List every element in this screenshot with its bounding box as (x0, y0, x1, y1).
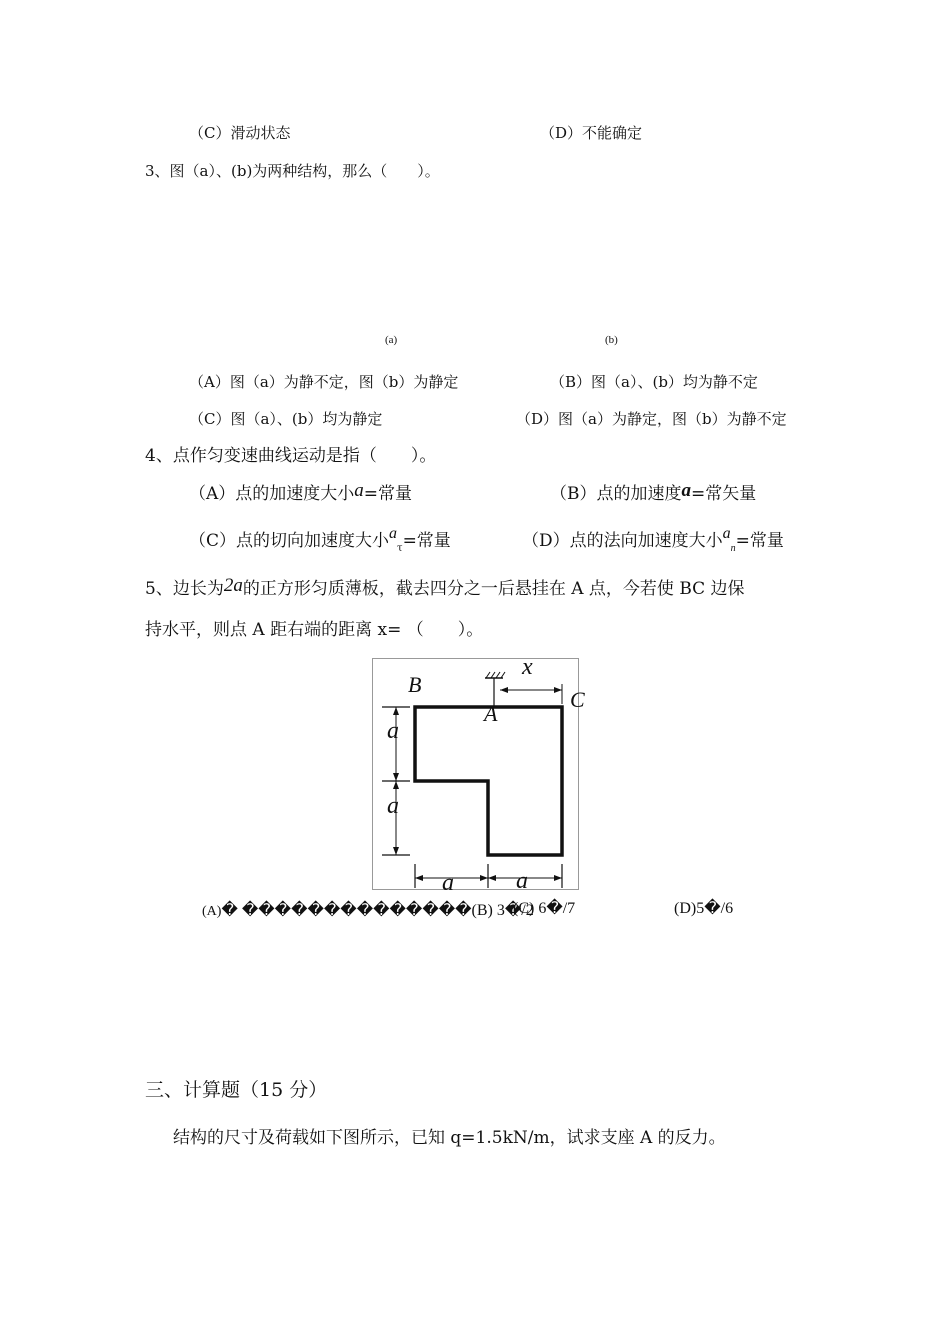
q3-option-a: （A）图（a）为静不定，图（b）为静定 (189, 373, 459, 391)
section-3-problem-text: 结构的尺寸及荷载如下图所示，已知 q=1.5kN/m，试求支座 A 的反力。 (173, 1128, 726, 1148)
q4-option-a-post: =常量 (363, 484, 413, 504)
q5-option-a-b-text: � ��������������(B) 3�/2 (221, 902, 534, 919)
section-3-heading: 三、计算题（15 分） (145, 1079, 328, 1101)
q4-stem: 4、点作匀变速曲线运动是指（ ）。 (145, 446, 437, 466)
q5-options-row (202, 903, 534, 919)
q5-stem-var: 2a (223, 575, 243, 596)
q4-option-a-text: （A）点的加速度大小 (189, 484, 355, 504)
support-hatch (486, 672, 505, 678)
bottom-arrow-1 (415, 875, 423, 881)
label-a-left-2: a (387, 793, 399, 819)
q4-option-d (522, 525, 784, 554)
q3-figure-a-caption: (a) (385, 334, 398, 346)
q4-option-c-sub: τ (397, 543, 403, 554)
q4-option-d-text: （D）点的法向加速度大小 (522, 531, 723, 551)
q4-option-b-text: （B）点的加速度 (550, 484, 682, 504)
label-a-point: A (484, 701, 498, 726)
bottom-arrow-3 (488, 875, 496, 881)
x-arrow-right (554, 687, 562, 693)
label-a-left-1: a (387, 718, 399, 744)
q4-option-c (189, 525, 451, 554)
x-arrow-left (500, 687, 508, 693)
q4-option-a (189, 480, 413, 504)
q4-option-c-var: a (389, 525, 398, 542)
label-a-bottom-1: a (442, 870, 454, 896)
q4-option-d-var: a (722, 525, 731, 542)
q5-option-d: (D)5�/6 (674, 900, 734, 917)
q3-option-d: （D）图（a）为静定，图（b）为静不定 (516, 410, 787, 428)
left-arrow-2 (393, 773, 399, 781)
bottom-arrow-4 (554, 875, 562, 881)
q4-option-c-post: =常量 (402, 531, 451, 551)
q3-figure-b-caption: (b) (605, 334, 618, 346)
q4-option-a-var: a (354, 480, 364, 501)
q5-stem-line-2: 持水平，则点 A 距右端的距离 x= （ ）。 (145, 620, 484, 640)
l-shaped-plate (415, 707, 562, 855)
label-c: C (570, 687, 585, 712)
label-b: B (408, 672, 422, 697)
q2-option-c: （C）滑动状态 (189, 124, 291, 142)
q5-stem-text-post: 的正方形匀质薄板，截去四分之一后悬挂在 A 点，今若使 BC 边保 (242, 579, 745, 599)
q3-option-c: （C）图（a）、(b）均为静定 (189, 410, 383, 428)
q5-option-a-label: (A) (202, 904, 222, 919)
q2-option-d: （D）不能确定 (540, 124, 643, 142)
q3-stem: 3、图（a）、(b)为两种结构，那么（ ）。 (145, 162, 440, 180)
q4-option-d-sub: n (730, 543, 736, 554)
q4-option-b-var: a (681, 480, 691, 501)
q3-option-b: （B）图（a）、(b）均为静不定 (550, 373, 758, 391)
q5-option-c: (C) 6�/7 (513, 900, 576, 917)
q4-option-c-text: （C）点的切向加速度大小 (189, 531, 390, 551)
label-a-bottom-2: a (516, 868, 528, 894)
q5-stem-line-1 (145, 575, 745, 599)
bottom-arrow-2 (480, 875, 488, 881)
left-arrow-1 (393, 707, 399, 715)
q4-option-b (550, 480, 757, 504)
left-arrow-4 (393, 847, 399, 855)
q4-option-d-post: =常量 (735, 531, 784, 551)
label-x: x (522, 654, 533, 680)
left-arrow-3 (393, 781, 399, 789)
q4-option-b-post: =常矢量 (691, 484, 757, 504)
q5-stem-text-pre: 5、边长为 (145, 579, 224, 599)
q5-figure (372, 654, 585, 896)
